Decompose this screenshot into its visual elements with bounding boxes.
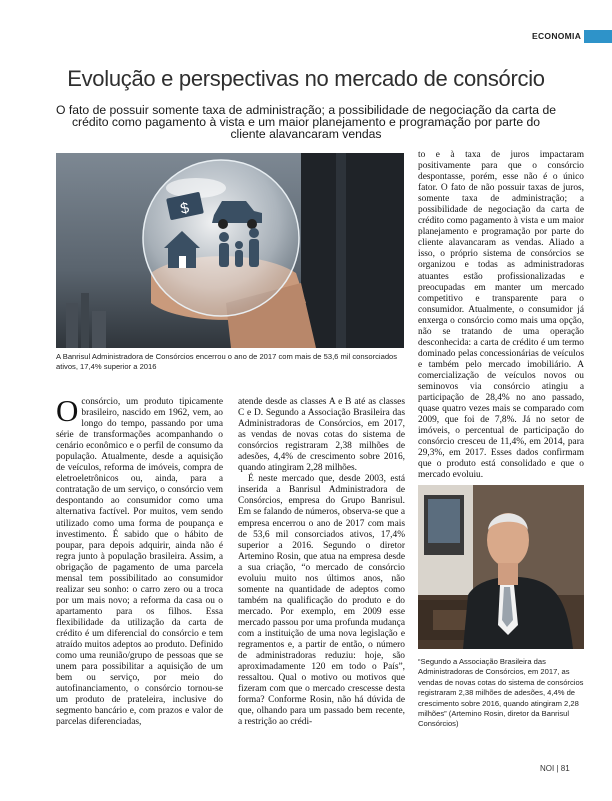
section-label: ECONOMIA xyxy=(532,31,582,41)
column-3-text: to e à taxa de juros impactaram positivamente para que o consórcio despontasse, porém, esse não é o único fator. O fato de não possuir taxas de juros, somente taxa de administração; a possibilidade de negociação da carta de crédito como pagamento à vista e um maior planejamento e programação por parte do cliente alavancaram as vendas. Aliado a isso, o próprio sistema de consórcios se organizou e todas as administradoras atuantes estão profissionalizadas e preocupadas em manter um mercado competitivo e transparente para o consumidor. Atualmente, o consumidor já enxerga o consórcio como mais uma opção, não se tratando de uma operação desconhecida: a carta de crédito é um termo dominado pelas concessionárias de veículos e também pelo mercado imobiliário. A comercialização de veículos novos ou seminovos via consórcio atingiu a participação de 28,4% no ano passado, quase quatro vezes mais se comparado com 2009, que foi de 7,8%. Já no setor de imóveis, o percentual de participação do consórcio cresceu de 11,4%, em 2014, para 29,3%, em 2017. Esses dados confirmam que o produto está consolidado e que o mercado evoluiu. xyxy=(418,150,584,481)
column-2-paragraph-2: É neste mercado que, desde 2003, está inserida a Banrisul Administradora de Consórcios, empresa do Grupo Banrisul. Em se falando de números, observa-se que a empresa encerrou o ano de 2017 com mais de 53,6 mil consorciados ativos, 17,4% superior a 2016. Segundo o diretor Artemino Rosin, que atua na empresa desde a sua criação, “o mercado de consórcio evoluiu muito nos últimos anos, não somente na quantidade de adeptos como também na qualificação do produto e do mercado. Por exemplo, em 2009 esse mercado passou por uma profunda mudança com a instituição de uma nova legislação e regramentos e, a partir de então, o número de administradoras reduziu: hoje, são aproximadamente 120 em todo o País”, ressaltou. Qual o motivo ou motivos que fizeram com que o mercado crescesse desta forma? Conforme Rosin, não há dúvida de que, olhando para um passado bem recente, a restrição ao crédi- xyxy=(238,474,405,728)
director-portrait-photo xyxy=(418,485,584,649)
article-column-2 xyxy=(238,397,405,769)
column-1-text: consórcio, um produto tipicamente brasileiro, nascido em 1962, vem, ao longo do tempo, passando por uma série de transformações acompanhando o cenário econômico e o perfil de consumo da população. Atualmente, desde a aquisição de veículos, reforma de imóveis, compra de eletroeletrônicos ou, ainda, para a contratação de um serviço, o consórcio vem despontando ao consumidor como uma alternativa factível. Por muitos, vem sendo utilizado como uma forma de poupança e investimento. É sabido que o hábito de poupar, para depois adquirir, ainda não é regra junto à população brasileira. Assim, a obrigação de pagamento de uma parcela mensal tem possibilitado ao consumidor realizar seu sonho: o carro zero ou a troca por um mais novo; a reforma da casa ou o apartamento para os filhos. Essa flexibilidade da utilização da carta de crédito é um diferencial do consórcio e tem atraído muitos adeptos ao produto. Definido como uma reunião/grupo de pessoas que se unem para possibilitar a aquisição de um bem ou serviço, por meio do autofinanciamento, o consórcio tornou-se um produto de prateleira, inclusive do segmento bancário e, com prazos e valor de parcelas diferenciadas, xyxy=(56,397,223,728)
svg-text:$: $ xyxy=(178,199,191,218)
section-accent-bar xyxy=(584,30,612,43)
hand-bubble-photo xyxy=(56,153,404,348)
column-2-paragraph-1: atende desde as classes A e B até as classes C e D. Segundo a Associação Brasileira das Administradoras de Consórcios, em 2017, as vendas de novas cotas do sistema de consórcios registraram 2,38 milhões de adesões, 4,4% de crescimento sobre 2016, quando atingiram 2,28 milhões. xyxy=(238,397,405,474)
article-title: Evolução e perspectivas no mercado de consórcio xyxy=(67,66,545,91)
photo-caption: A Banrisul Administradora de Consórcios encerrou o ano de 2017 com mais de 53,6 mil consorciados ativos, 17,4% superior a 2016 xyxy=(56,352,398,371)
drop-cap: O xyxy=(56,393,79,428)
portrait-caption: “Segundo a Associação Brasileira das Administradoras de Consórcios, em 2017, as vendas de novas cotas do sistema de consórcios registraram 2,38 milhões de adesões, 4,4% de crescimento sobre 2016, quando atingiram 2,28 milhões” (Artemino Rosin, diretor da Banrisul Consórcios) xyxy=(418,657,584,729)
section-tag xyxy=(532,30,612,44)
article-column-1 xyxy=(56,393,223,769)
article-subtitle: O fato de possuir somente taxa de administração; a possibilidade de negociação da carta de crédito como pagamento à vista e um maior planejamento e programação por parte do cliente alavancaram vendas xyxy=(56,103,556,141)
article-column-3 xyxy=(418,150,584,481)
page-footer: NOI | 81 xyxy=(540,764,570,773)
